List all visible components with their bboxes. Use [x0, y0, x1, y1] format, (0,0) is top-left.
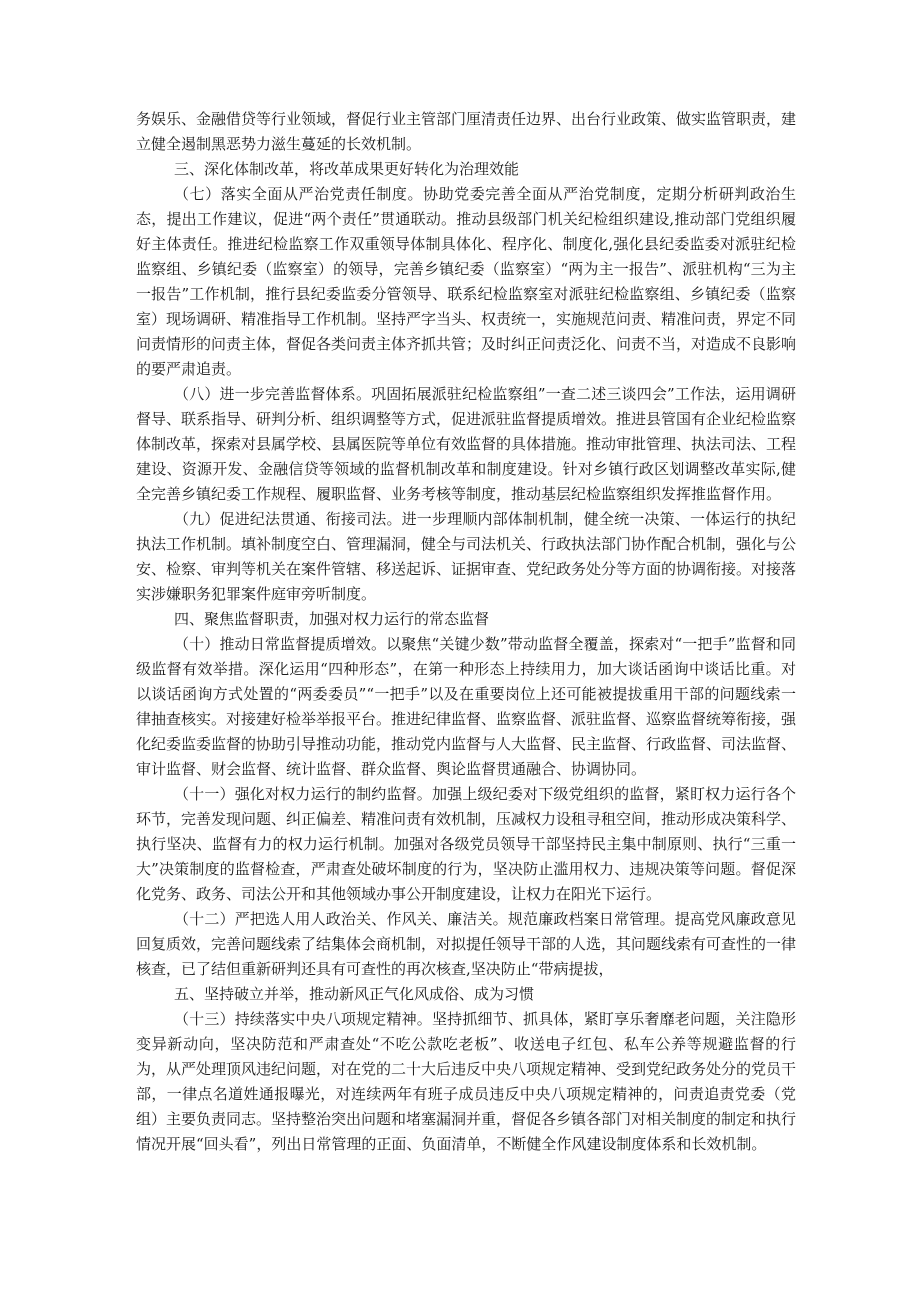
section-heading: 四、聚焦监督职责，加强对权力运行的常态监督	[174, 610, 490, 628]
document-body	[136, 107, 796, 1157]
paragraph: （十）推动日常监督提质增效。以聚焦“关键少数”带动监督全覆盖，探索对“一把手”监督和同级监督有效举措。深化运用“四种形态”，在第一种形态上持续用力，加大谈话函询中谈话比重。对以谈话函询方式处置的“两委委员”“一把手”以及在重要岗位上还可能被提拔重用干部的问题线索一律抽查核实。对接建好检举举报平台。推进纪律监督、监察监督、派驻监督、巡察监督统筹衔接，强化纪委监委监督的协助引导推动功能，推动党内监督与人大监督、民主监督、行政监督、司法监督、审计监督、财会监督、统计监督、群众监督、舆论监督贯通融合、协调协同。	[136, 635, 797, 778]
paragraph: （九）促进纪法贯通、衔接司法。进一步理顺内部体制机制，健全统一决策、一体运行的执纪执法工作机制。填补制度空白、管理漏洞，健全与司法机关、行政执法部门协作配合机制，强化与公安、检察、审判等机关在案件管辖、移送起诉、证据审查、党纪政务处分等方面的协调衔接。对接落实涉嫌职务犯罪案件庭审旁听制度。	[136, 510, 797, 603]
paragraph: （八）进一步完善监督体系。巩固拓展派驻纪检监察组”一查二述三谈四会”工作法，运用调研督导、联系指导、研判分析、组织调整等方式，促进派驻监督提质增效。推进县管国有企业纪检监察体制改革，探索对县属学校、县属医院等单位有效监督的具体措施。推动审批管理、执法司法、工程建设、资源开发、金融信贷等领域的监督机制改革和制度建设。针对乡镇行政区划调整改革实际,健全完善乡镇纪委工作规程、履职监督、业务考核等制度，推动基层纪检监察组织发挥推监督作用。	[136, 385, 797, 503]
section-heading: 三、深化体制改革，将改革成果更好转化为治理效能	[174, 160, 520, 178]
paragraph: （十三）持续落实中央八项规定精神。坚持抓细节、抓具体，紧盯享乐奢靡老问题，关注隐形变异新动向，坚决防范和严肃查处“不吃公款吃老板”、收送电子红包、私车公养等规避监督的行为，从严处理顶风违纪问题，对在党的二十大后违反中央八项规定精神、受到党纪政务处分的党员干部，一律点名道姓通报曝光，对连续两年有班子成员违反中央八项规定精神的，问责追责党委（党组）主要负责同志。坚持整治突出问题和堵塞漏洞并重，督促各乡镇各部门对相关制度的制定和执行情况开展“回头看”，列出日常管理的正面、负面清单，不断健全作风建设制度体系和长效机制。	[136, 1010, 797, 1153]
section-heading: 五、坚持破立并举，推动新风正气化风成俗、成为习惯	[174, 985, 535, 1003]
paragraph: 务娱乐、金融借贷等行业领域，督促行业主管部门厘清责任边界、出台行业政策、做实监管职责，建立健全遏制黑恶势力滋生蔓延的长效机制。	[136, 110, 797, 153]
paragraph: （七）落实全面从严治党责任制度。协助党委完善全面从严治党制度，定期分析研判政治生态，提出工作建议，促进“两个责任”贯通联动。推动县级部门机关纪检组织建设,推动部门党组织履好主体责任。推进纪检监察工作双重领导体制具体化、程序化、制度化,强化县纪委监委对派驻纪检监察组、乡镇纪委（监察室）的领导，完善乡镇纪委（监察室）“两为主一报告”、派驻机构“三为主一报告”工作机制，推行县纪委监委分管领导、联系纪检监察室对派驻纪检监察组、乡镇纪委（监察室）现场调研、精准指导工作机制。坚持严字当头、权责统一，实施规范问责、精准问责，界定不同问责情形的问责主体，督促各类问责主体齐抓共管；及时纠正问责泛化、问责不当，对造成不良影响的要严肃追责。	[136, 185, 797, 378]
paragraph: （十二）严把选人用人政治关、作风关、廉洁关。规范廉政档案日常管理。提高党风廉政意见回复质效，完善问题线索了结集体会商机制，对拟提任领导干部的人选，其问题线索有可查性的一律核查，已了结但重新研判还具有可查性的再次核查,坚决防止“带病提拔，	[136, 910, 797, 978]
paragraph: （十一）强化对权力运行的制约监督。加强上级纪委对下级党组织的监督，紧盯权力运行各个环节，完善发现问题、纠正偏差、精准问责有效机制，压减权力设租寻租空间，推动形成决策科学、执行坚决、监督有力的权力运行机制。加强对各级党员领导干部坚持民主集中制原则、执行“三重一大”决策制度的监督检查，严肃查处破坏制度的行为，坚决防止滥用权力、违规决策等问题。督促深化党务、政务、司法公开和其他领域办事公开制度建设，让权力在阳光下运行。	[136, 785, 797, 903]
